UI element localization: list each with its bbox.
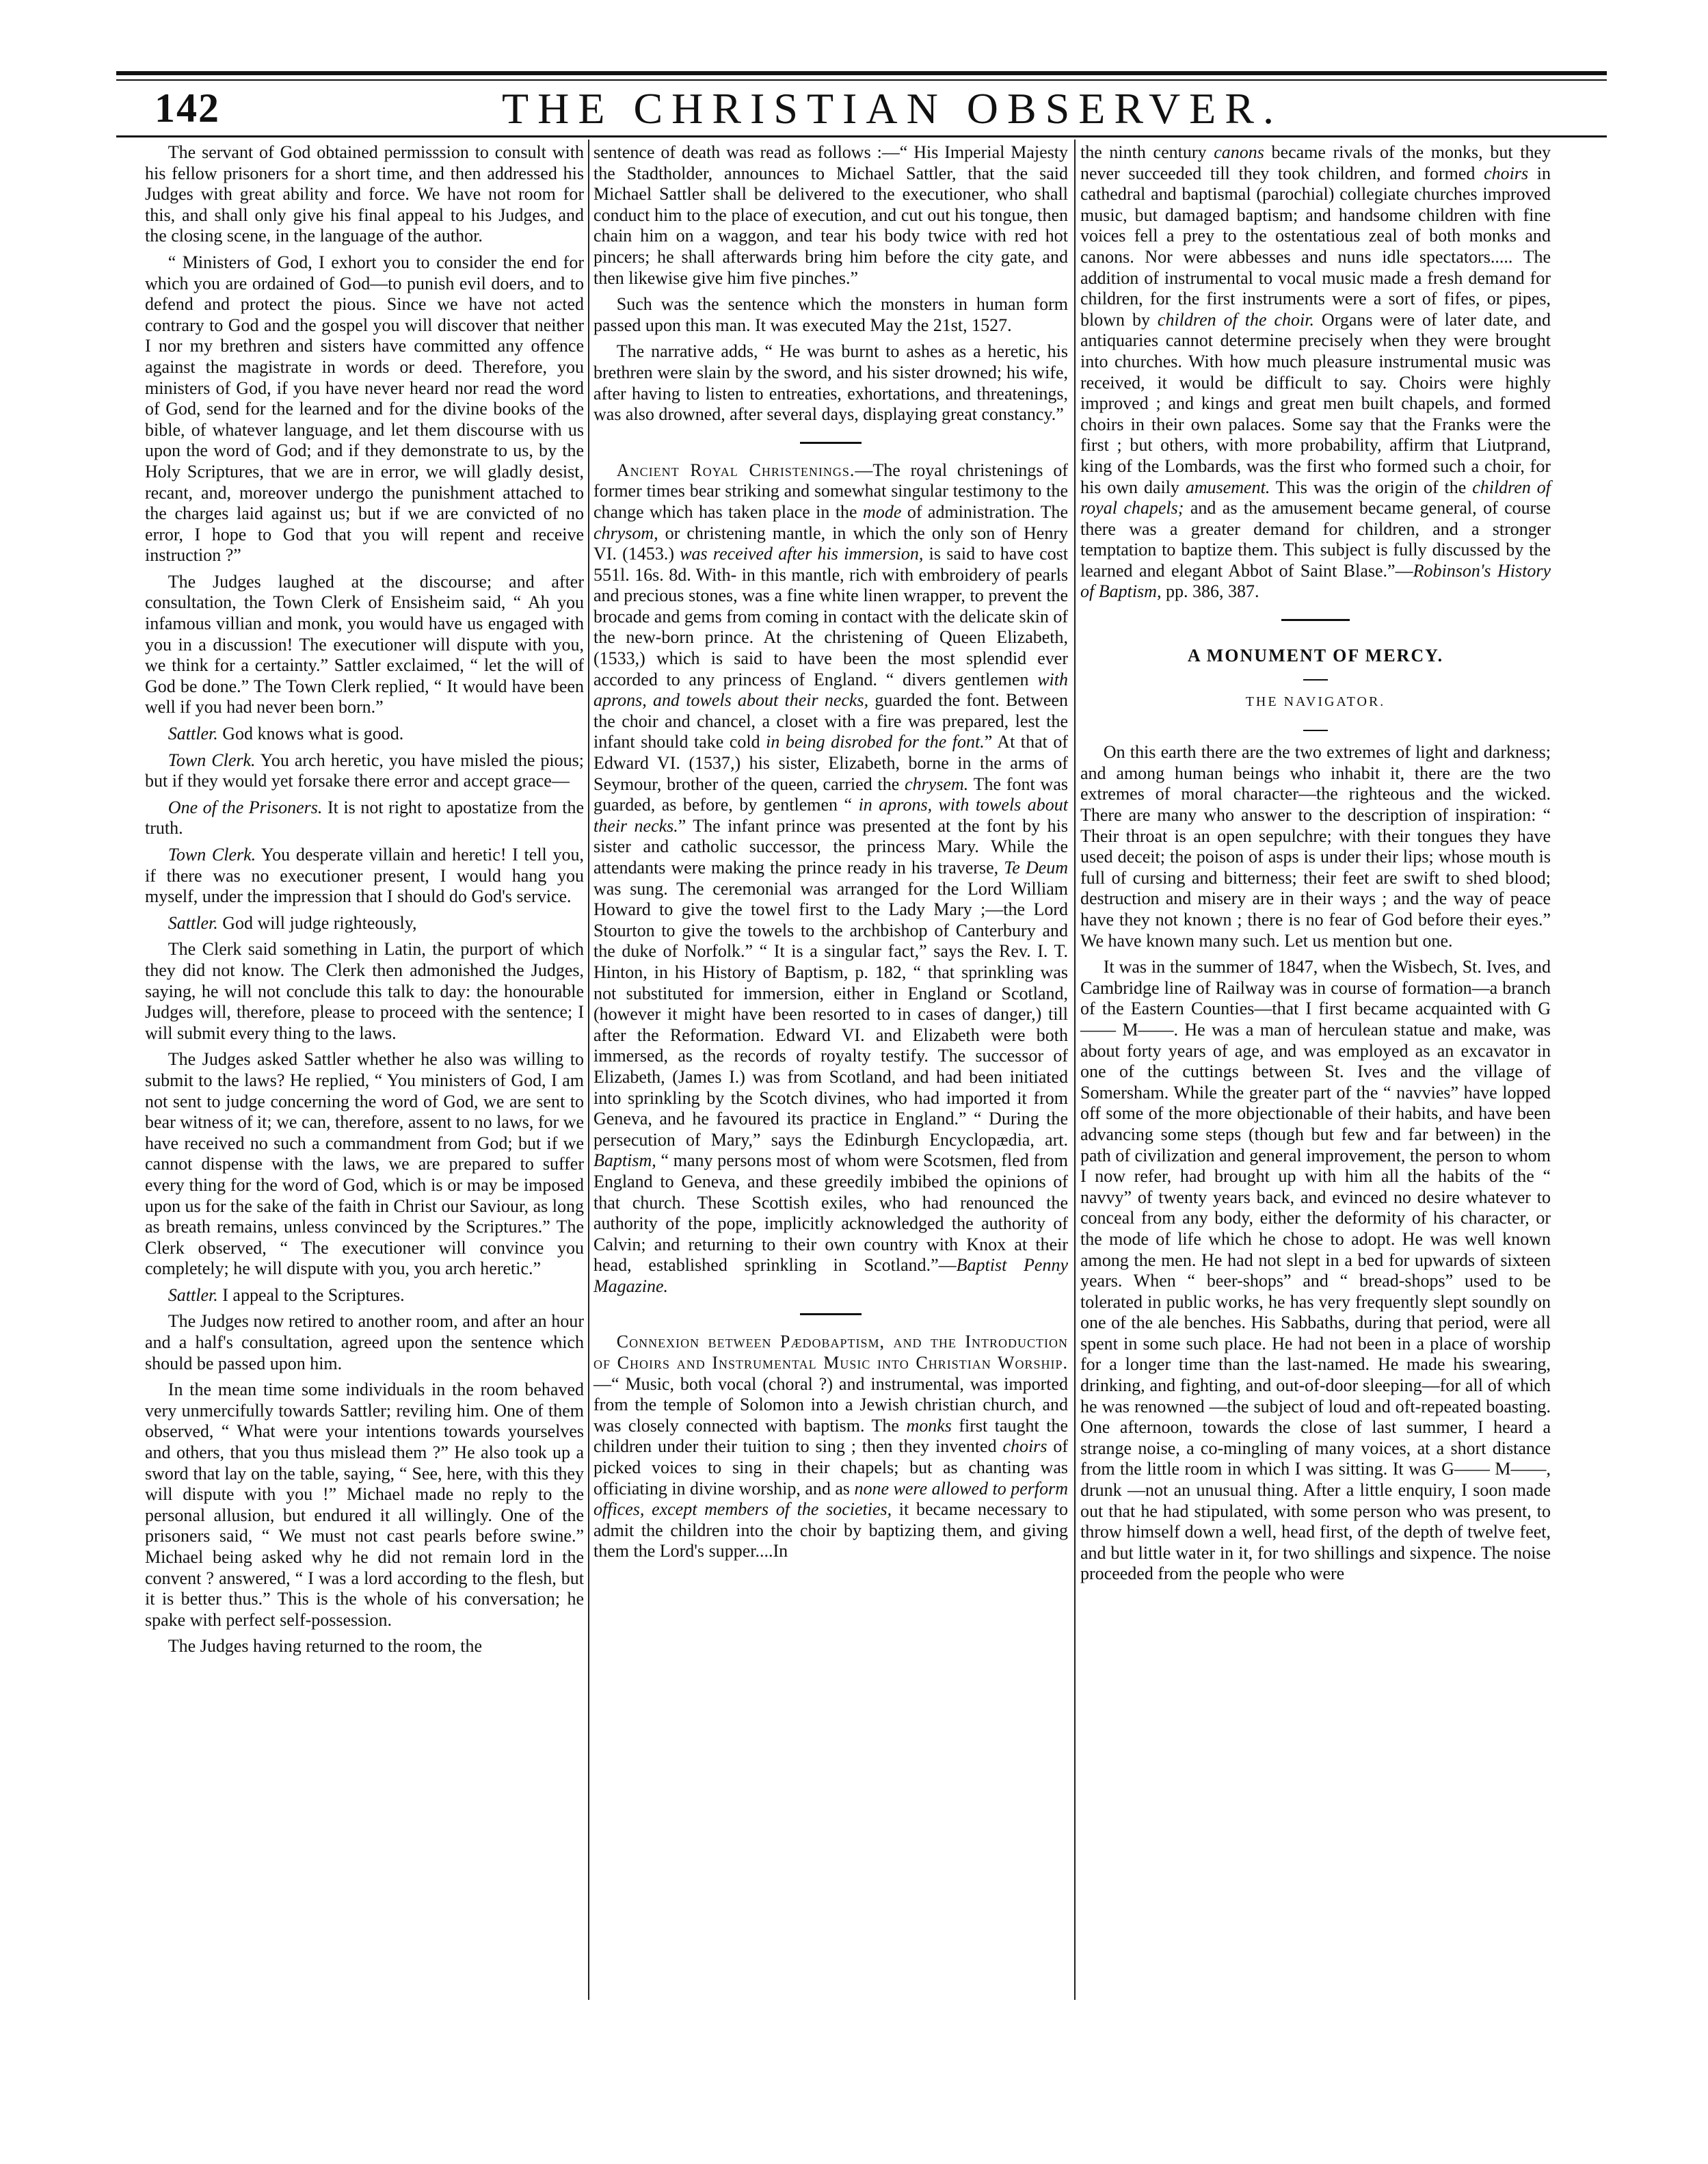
- top-double-rule-thick: [116, 71, 1607, 75]
- speech: God knows what is good.: [217, 724, 404, 744]
- italic-text: monks: [906, 1415, 952, 1436]
- italic-text: chrysem.: [905, 774, 969, 794]
- paragraph: The Judges having returned to the room, the: [168, 1636, 483, 1657]
- paragraph: The narrative adds, “ He was burnt to ashes as a heretic, his brethren were slain by the sword, and his sister drowned; his wife, after having to listen to entreaties, exhortations, and threatenings, was also drowned, after several days, displaying great constancy.”: [593, 341, 1068, 425]
- section-rule: [800, 442, 862, 444]
- paragraph: The Judges now retired to another room, and after an hour and a half's consultation, agreed upon the sentence which should be passed upon him.: [145, 1311, 584, 1373]
- text: it became necessary to admit the children into the choir by baptizing them, and giving them the Lord's supper....In: [593, 1499, 1068, 1561]
- text: —The royal christenings of former times bear striking and somewhat singular testimony to the change which has taken place in the: [593, 460, 1068, 522]
- section-subtitle: THE NAVIGATOR.: [1245, 694, 1386, 709]
- italic-text: Baptism,: [593, 1150, 656, 1171]
- paragraph: The Judges asked Sattler whether he also was willing to submit to the laws? He replied, “ You ministers of God, I am not sent to judge concerning the word of God, we are sent to bear witness of it; we can, therefore, assent to no laws, for we have received no such a commandment from God; but if we cannot dispense with the laws, we are prepared to suffer every thing for the word of God, which is or may be imposed upon us for the sake of the faith in Christ our Saviour, as long as breath remains, unless convinced by the Scriptures.” The Clerk observed, “ The executioner will convince you completely; he will dispute with you, you arch heretic.”: [145, 1049, 584, 1279]
- italic-text: in aprons, with towels about their necks.: [593, 795, 1068, 836]
- column-divider-1: [588, 140, 589, 2000]
- paragraph: “ Ministers of God, I exhort you to consider the end for which you are ordained of God—to punish evil doers, and to defend and protect the pious. Since we have not acted contrary to God and the gospel you will discover that neither I nor my brethren and sisters have committed any offence against the magistrate in words or deed. Therefore, you ministers of God, if you have never heard nor read the word of God, send for the learned and for the divine books of the bible, of whatever language, and let them discourse with us upon the word of God; and if they demonstrate to us, by the Holy Scriptures, that we are in error, we will gladly desist, recant, and, moreover undergo the punishment attached to the charges laid against us; but if we are convicted of no error, I hope to God that you will repent and receive instruction ?”: [145, 252, 584, 566]
- section-rule: [1281, 619, 1350, 621]
- header-rule: [116, 135, 1607, 137]
- text: This was the origin of the: [1270, 477, 1473, 497]
- speaker: Sattler.: [168, 912, 218, 933]
- speaker: Sattler.: [168, 724, 218, 744]
- text: of picked voices to sing in their chapels; but as chanting was officiating in divine worship, and as: [593, 1436, 1068, 1499]
- speaker: Town Clerk.: [168, 750, 256, 770]
- column-2: [593, 142, 1068, 1568]
- speaker: One of the Prisoners.: [168, 797, 323, 817]
- italic-text: chrysom,: [593, 523, 658, 543]
- text: is said to have cost 551l. 16s. 8d. With- in this mantle, rich with embroidery of pearls and precious stones, was a fine white linen wrapper, to prevent the brocade and gems from coming in contact with the delicate skin of the new-born prince. At the christening of Queen Elizabeth, (1533,) which is said to have been the most splendid ever accorded to any princess of England. “ divers gentlemen: [593, 544, 1068, 689]
- text: first taught the children under their tuition to sing ; then they invented: [593, 1415, 1068, 1457]
- dialogue-line: [145, 797, 584, 839]
- italic-text: in being disrobed for the font.: [766, 732, 985, 752]
- italic-text: choirs: [1002, 1436, 1048, 1457]
- page-header: [116, 81, 1607, 135]
- dialogue-line: [145, 913, 584, 934]
- italic-text: Te Deum: [1004, 858, 1068, 878]
- article-heading: Ancient Royal Christenings.: [616, 460, 855, 480]
- paragraph: The servant of God obtained permisssion to consult with his fellow prisoners for a short time, and then addressed his Judges with great ability and force. We have not room for this, and shall only give his final appeal to his Judges, and the closing scene, in the language of the author.: [145, 142, 584, 246]
- column-3: [1080, 142, 1551, 1590]
- text: guarded the font. Between the choir and chancel, a closet with a fire was prepared, lest the infant should take cold: [593, 690, 1068, 752]
- article-royal-christenings: [593, 460, 1068, 1297]
- section-title: A MONUMENT OF MERCY.: [1187, 646, 1444, 666]
- paragraph: sentence of death was read as follows :—“ His Imperial Majesty the Stadtholder, announces to Michael Sattler, that the said Michael Sattler shall be delivered to the executioner, who shall conduct him to the place of execution, and cut out his tongue, then chain him on a waggon, and tear his body twice with red hot pincers; he shall afterwards bring him before the city gate, and then likewise give him five pinches.”: [593, 142, 1068, 288]
- text: the ninth century: [1080, 142, 1214, 162]
- journal-title: THE CHRISTIAN OBSERVER.: [502, 84, 1283, 133]
- article-heading: Connexion between Pædobaptism, and the Introduction of Choirs and Instrumental Music into Christian Worship.: [593, 1332, 1068, 1373]
- italic-text: children of royal chapels;: [1080, 477, 1551, 518]
- text: was sung. The ceremonial was arranged for the Lord William Howard to give the towel first to the Lady Mary ;—the Lord Stourton to give the towels to the archbishop of Canterbury and the duke of Norfolk.” “ It is a singular fact,” says the Rev. I. T. Hinton, in his History of Baptism, p. 182, “ that sprinkling was not substituted for immersion, either in England or Scotland, (however it might have been resorted to in cases of danger,) till after the Reformation. Edward VI. and Elizabeth were both immersed, as the records of royalty testify. The successor of Elizabeth, (James I.) was from Scotland, and had been initiated into sprinkling by the Scotch divines, who had imported it from Geneva, and he favoured its practice in England.” “ During the persecution of Mary,” says the Edinburgh Encyclopædia, art.: [593, 878, 1068, 1150]
- dialogue-line: [145, 1285, 584, 1306]
- speech: You desperate villain and heretic! I tell you, if there was no executioner present, I would hang you myself, under the impression that I should do God's service.: [145, 845, 584, 907]
- text: ” The infant prince was presented at the font by his sister and catholic successor, the princess Mary. While the attendants were making the prince ready in his traverse,: [593, 815, 1069, 878]
- subtitle-rule: [1303, 730, 1328, 731]
- speaker: Town Clerk.: [168, 845, 256, 865]
- text: “ many persons most of whom were Scotsmen, fled from England to Geneva, and these greedily imbibed the opinions of that church. These Scottish exiles, who had renounced the authority of the pope, implicitly acknowledged the authority of Calvin; and returning to their own country with Knox at their head, established sprinkling in Scotland.”—: [593, 1150, 1068, 1276]
- paragraph: The Judges laughed at the discourse; and after consultation, the Town Clerk of Ensisheim said, “ Ah you infamous villian and monk, you would have us engaged with you in a discussion! The executioner will dispute with you, we think for a certainty.” Sattler exclaimed, “ let the will of God be done.” The Town Clerk replied, “ It would have been well if you had never been born.”: [145, 571, 584, 717]
- paragraph: It was in the summer of 1847, when the Wisbech, St. Ives, and Cambridge line of Railway was in course of formation—a branch of the Eastern Counties—that I first became acquainted with G—— M——. He was a man of herculean statue and make, was about forty years of age, and was employed as an excavator in one of the cuttings between St. Ives and the village of Somersham. While the greater part of the “ navvies” have lopped off some of the more objectionable of their habits, and have been advancing some steps (though but few and far between) in the path of civilization and general improvement, the person to whom I now refer, had brought up with him all the habits of the “ navvy” of twenty years back, and evinced no desire whatever to conceal from any body, either the deformity of his character, or the mode of life which he chose to adopt. He was well known among the men. He had not slept in a bed for upwards of sixteen years. When “ beer-shops” and “ bread-shops” used to be tolerated in public works, he has very frequently slept soundly on one of the ale benches. His Sabbaths, during that period, were all spent in some such place. He had not been in a place of worship for a longer time than the last-named. He made his swearing, drinking, and fighting, and out-of-door sleeping—for all of which he was renowned —the subject of loud and oft-repeated boasting. One afternoon, towards the close of last summer, I heard a strange noise, a co-mingling of many voices, at a short distance from the little room in which I was sitting. It was G—— M——, drunk —not an unusual thing. After a little enquiry, I soon made out that he had stipulated, with some person who was present, to throw himself down a well, head first, of the depth of twelve feet, and but little water in it, for two shillings and sixpence. The noise proceeded from the people who were: [1080, 957, 1551, 1584]
- page-number: 142: [155, 85, 220, 131]
- dialogue-line: [145, 845, 584, 908]
- italic-text: amusement.: [1185, 477, 1270, 497]
- section-rule: [800, 1313, 862, 1315]
- column-divider-2: [1074, 140, 1076, 2000]
- article-choirs-continued: [1080, 142, 1551, 603]
- text: The font was guarded, as before, by gentlemen “: [593, 774, 1068, 815]
- text: became rivals of the monks, but they never succeeded till they took children, and formed: [1080, 142, 1551, 183]
- paragraph: On this earth there are the two extremes of light and darkness; and among human beings who inhabit it, there are the two extremes of moral character—the righteous and the wicked. There are many who answer to the description of inspiration: “ Their throat is an open sepulchre; with their tongues they have used deceit; the poison of asps is under their lips; whose mouth is full of cursing and bitterness; their feet are swift to shed blood; destruction and misery are in their ways ; and the way of peace have they not known ; there is no fear of God before their eyes.” We have known many such. Let us mention but one.: [1080, 742, 1551, 951]
- source-citation: Baptist Penny Magazine.: [593, 1255, 1068, 1296]
- column-1: [145, 142, 584, 1663]
- text: or christening mantle, in which the only son of Henry VI. (1453.): [593, 523, 1068, 564]
- dialogue-line: [145, 750, 584, 792]
- text: ” At that of Edward VI. (1537,) his sister, Elizabeth, borne in the arms of Seymour, brother of the queen, carried the: [593, 732, 1068, 794]
- speaker: Sattler.: [168, 1284, 218, 1305]
- article-choirs: [593, 1332, 1068, 1562]
- speech: I appeal to the Scriptures.: [217, 1284, 405, 1305]
- italic-text: was received after his immersion,: [680, 544, 924, 564]
- title-rule: [1303, 679, 1328, 681]
- text: Organs were of later date, and antiquaries cannot determine precisely when they were brought into churches. With how much pleasure instrumental music was received, it would be difficult to say. Choirs were highly improved ; and kings and great men built chapels, and formed choirs in their own palaces. Some say that the Franks were the first ; but others, with more probability, affirm that Liutprand, king of the Lombards, was the first who formed such a choir, for his own daily: [1080, 309, 1551, 497]
- paragraph: Such was the sentence which the monsters in human form passed upon this man. It was executed May the 21st, 1527.: [593, 294, 1068, 335]
- italic-text: with aprons, and towels about their necks,: [593, 669, 1068, 711]
- paragraph: The Clerk said something in Latin, the purport of which they did not know. The Clerk then admonished the Judges, saying, he will not conclude this talk to day: the honourable Judges will, therefore, please to proceed with the sentence; I will submit every thing to the laws.: [145, 939, 584, 1043]
- speech: You arch heretic, you have misled the pious; but if they would yet forsake there error and accept grace—: [145, 750, 584, 791]
- text: and as the amusement became general, of course there was a greater demand for children, and a stronger temptation to baptize them. This subject is fully discussed by the learned and elegant Abbot of Saint Blase.”—: [1080, 498, 1551, 581]
- paragraph: In the mean time some individuals in the room behaved very unmercifully towards Sattler; reviling him. One of them observed, “ What were your intentions towards yourselves and others, that you thus mislead them ?” He also took up a sword that lay on the table, saying, “ See, here, with this they will dispute with you !” Michael made no reply to the personal allusion, but endured it all willingly. One of the prisoners said, “ We must not cast pearls before swine.” Michael being asked why he did not remain lord in the convent ? answered, “ I was a lord according to the flesh, but it is better thus.” This is the whole of his conversation; he spake with perfect self-possession.: [145, 1380, 584, 1630]
- text: in cathedral and baptismal (parochial) collegiate churches improved music, but damaged baptism; and handsome children with fine voices fell a prey to the ostentatious zeal of both monks and canons. Nor were abbesses and nuns idle spectators..... The addition of instrumental to vocal music made a fresh demand for children, for the first instruments were a sort of fifes, or pipes, blown by: [1080, 163, 1551, 330]
- speech: It is not right to apostatize from the truth.: [145, 797, 585, 839]
- text: —“ Music, both vocal (choral ?) and instrumental, was imported from the temple of Solomon into a Jewish christian church, and was closely connected with baptism. The: [593, 1373, 1068, 1436]
- source-citation: Robinson's History of Baptism,: [1080, 560, 1551, 602]
- text: pp. 386, 387.: [1161, 581, 1259, 602]
- text: of administration. The: [901, 501, 1069, 522]
- italic-text: mode: [863, 501, 902, 522]
- speech: God will judge righteously,: [217, 912, 417, 933]
- italic-text: none were allowed to perform offices, except members of the societies,: [593, 1478, 1068, 1520]
- italic-text: children of the choir.: [1157, 309, 1314, 330]
- italic-text: canons: [1214, 142, 1264, 162]
- italic-text: choirs: [1484, 163, 1529, 183]
- dialogue-line: [145, 724, 584, 745]
